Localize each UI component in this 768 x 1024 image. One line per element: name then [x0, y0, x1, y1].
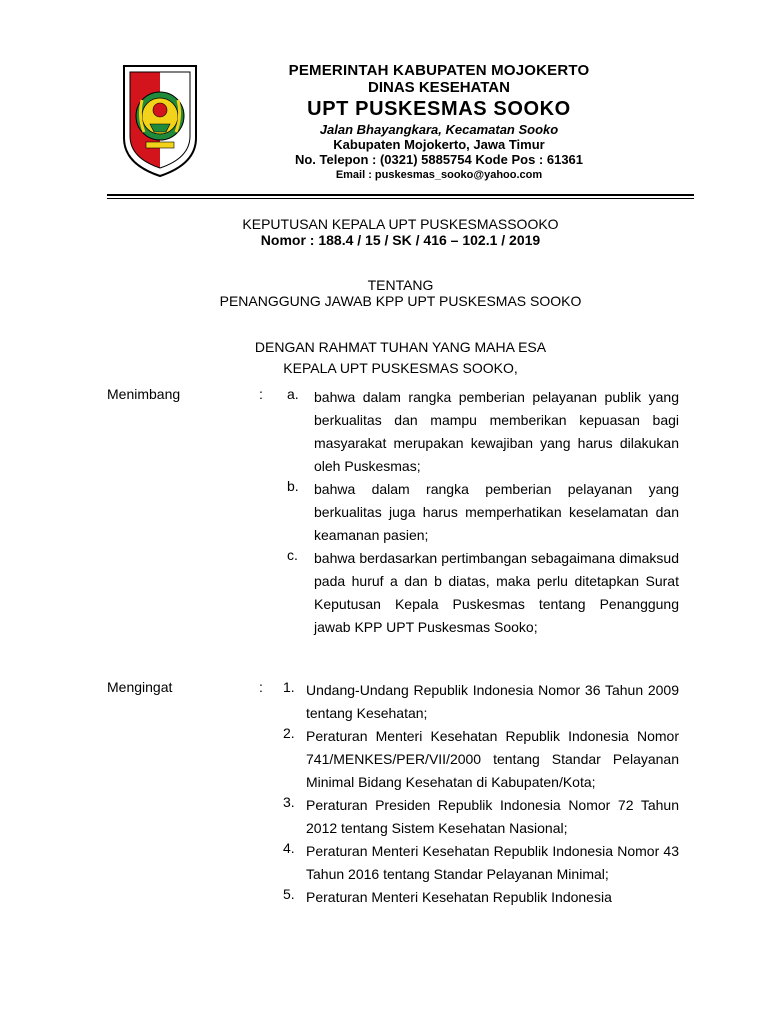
department-name: DINAS KESEHATAN — [368, 79, 510, 96]
list-item — [107, 725, 687, 794]
address-region: Kabupaten Mojokerto, Jawa Timur — [333, 137, 545, 152]
list-text: Peraturan Menteri Kesehatan Republik Indonesia Nomor 741/MENKES/PER/VII/2000 tentang Standar Pelayanan Minimal Bidang Kesehatan di Kabupaten/Kota; — [306, 728, 679, 790]
list-text: Peraturan Menteri Kesehatan Republik Indonesia — [306, 889, 612, 905]
contact-email: Email : puskesmas_sooko@yahoo.com — [335, 169, 543, 181]
decree-number: Nomor : 188.4 / 15 / SK / 416 – 102.1 / 2019 — [260, 232, 541, 248]
list-marker: 3. — [283, 794, 295, 810]
list-marker: 1. — [283, 679, 295, 695]
about-label: TENTANG — [367, 277, 434, 293]
list-item — [107, 679, 687, 725]
list-text: bahwa dalam rangka pemberian pelayanan yang berkualitas juga harus memperhatikan keselamatan dan keamanan pasien; — [314, 481, 679, 543]
section-colon: : — [259, 386, 263, 402]
list-item — [107, 386, 687, 478]
decree-heading — [107, 216, 694, 248]
list-marker: 2. — [283, 725, 295, 741]
list-marker: a. — [287, 386, 299, 402]
mengingat-section — [107, 679, 687, 909]
list-marker: c. — [287, 547, 298, 563]
letterhead-divider-thin — [107, 198, 694, 199]
list-item — [107, 547, 687, 639]
decree-title: KEPUTUSAN KEPALA UPT PUSKESMASSOOKO — [242, 216, 559, 232]
section-label: Menimbang — [107, 386, 181, 402]
letterhead — [0, 0, 768, 200]
government-name: PEMERINTAH KABUPATEN MOJOKERTO — [288, 62, 590, 79]
mojokerto-regency-emblem-icon — [120, 60, 200, 178]
opening-line-2: KEPALA UPT PUSKESMAS SOOKO, — [283, 360, 518, 376]
about-text: PENANGGUNG JAWAB KPP UPT PUSKESMAS SOOKO — [219, 293, 582, 309]
section-colon: : — [259, 679, 263, 695]
list-marker: 5. — [283, 886, 295, 902]
decree-opening — [107, 337, 694, 379]
institution-name: UPT PUSKESMAS SOOKO — [307, 98, 571, 120]
list-marker: 4. — [283, 840, 295, 856]
section-label: Mengingat — [107, 679, 173, 695]
list-text: Undang-Undang Republik Indonesia Nomor 36 Tahun 2009 tentang Kesehatan; — [306, 682, 679, 721]
menimbang-section — [107, 386, 687, 639]
opening-line-1: DENGAN RAHMAT TUHAN YANG MAHA ESA — [254, 339, 547, 355]
address-street: Jalan Bhayangkara, Kecamatan Sooko — [319, 122, 559, 137]
list-item — [107, 794, 687, 840]
list-text: bahwa berdasarkan pertimbangan sebagaimana dimaksud pada huruf a dan b diatas, maka perlu ditetapkan Surat Keputusan Kepala Puskesmas tentang Penanggung jawab KPP UPT Puskesmas Sooko; — [314, 550, 679, 635]
letterhead-text — [220, 62, 658, 182]
decree-subject — [107, 277, 694, 309]
list-text: Peraturan Presiden Republik Indonesia Nomor 72 Tahun 2012 tentang Sistem Kesehatan Nasional; — [306, 797, 679, 836]
list-item — [107, 840, 687, 886]
list-item — [107, 478, 687, 547]
list-marker: b. — [287, 478, 299, 494]
letterhead-divider — [107, 194, 694, 196]
list-text: Peraturan Menteri Kesehatan Republik Indonesia Nomor 43 Tahun 2016 tentang Standar Pelayanan Minimal; — [306, 843, 679, 882]
contact-phone: No. Telepon : (0321) 5885754 Kode Pos : 61361 — [294, 152, 584, 167]
list-item — [107, 886, 687, 909]
list-text: bahwa dalam rangka pemberian pelayanan publik yang berkualitas dan mampu memberikan kepuasan bagi masyarakat merupakan kewajiban yang harus dilakukan oleh Puskesmas; — [314, 389, 679, 474]
